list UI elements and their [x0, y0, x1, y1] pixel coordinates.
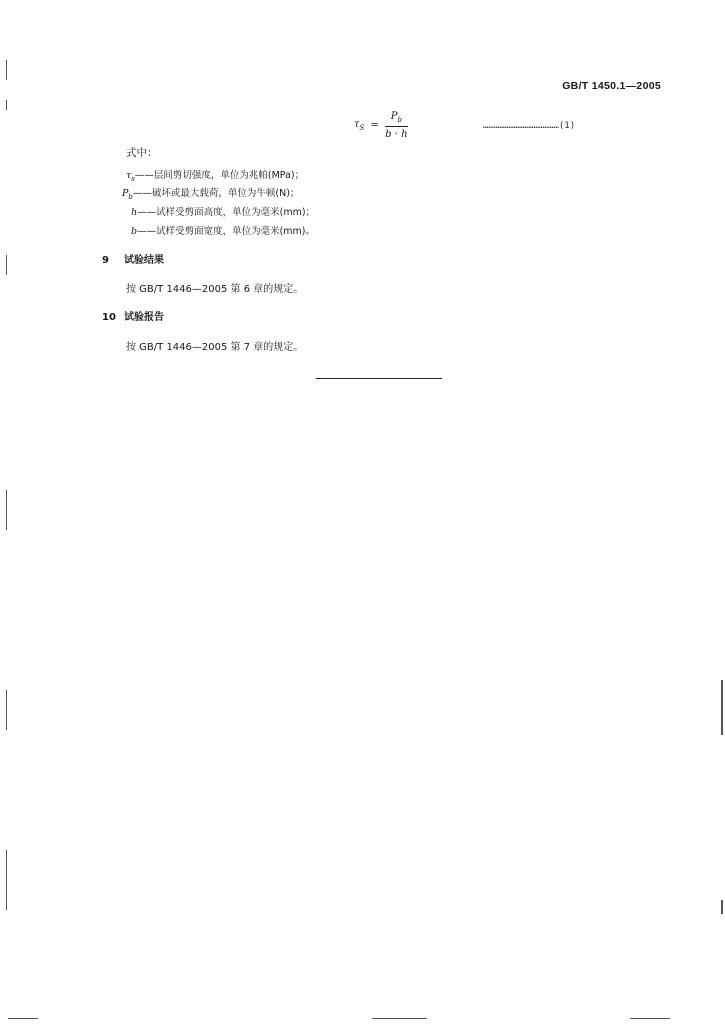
variable-definition: $\tau_s——$层间剪切强度，单位为兆帕(MPa)；	[126, 170, 305, 183]
scan-artifact	[6, 850, 7, 910]
formula-numerator: $P_b$	[385, 111, 408, 127]
scan-artifact	[6, 690, 7, 730]
formula-lhs: $\tau_S$	[354, 119, 365, 132]
scan-artifact	[721, 900, 723, 914]
scan-artifact	[630, 1018, 670, 1019]
scan-artifact	[6, 100, 7, 110]
scan-artifact	[6, 60, 7, 80]
formula-fraction	[385, 111, 408, 140]
section-body-text: 按 GB/T 1446—2005 第 6 章的规定。	[126, 284, 304, 295]
where-label: 式中：	[126, 147, 158, 159]
variable-definition: h——试样受剪面高度，单位为毫米(mm)；	[131, 207, 316, 218]
scan-artifact	[372, 1018, 427, 1019]
section-body-text: 按 GB/T 1446—2005 第 7 章的规定。	[126, 342, 304, 353]
formula-equals: =	[370, 120, 379, 131]
section-heading: 9 试验结果	[102, 255, 164, 266]
end-of-document-rule	[316, 378, 442, 379]
standard-code: GB/T 1450.1—2005	[562, 80, 661, 92]
scan-artifact	[6, 490, 7, 530]
formula-denominator: b · h	[385, 129, 408, 140]
equation-number: ……………………………………(1)	[483, 121, 576, 131]
scan-artifact	[8, 1018, 38, 1019]
shear-strength-formula	[354, 111, 408, 140]
variable-definition: b——试样受剪面宽度，单位为毫米(mm)。	[131, 226, 316, 237]
scan-artifact	[6, 255, 7, 275]
scan-artifact	[721, 680, 723, 735]
variable-definition: $P_b——$破坏或最大载荷，单位为牛顿(N)；	[122, 188, 300, 201]
section-heading: 10 试验报告	[102, 312, 164, 323]
